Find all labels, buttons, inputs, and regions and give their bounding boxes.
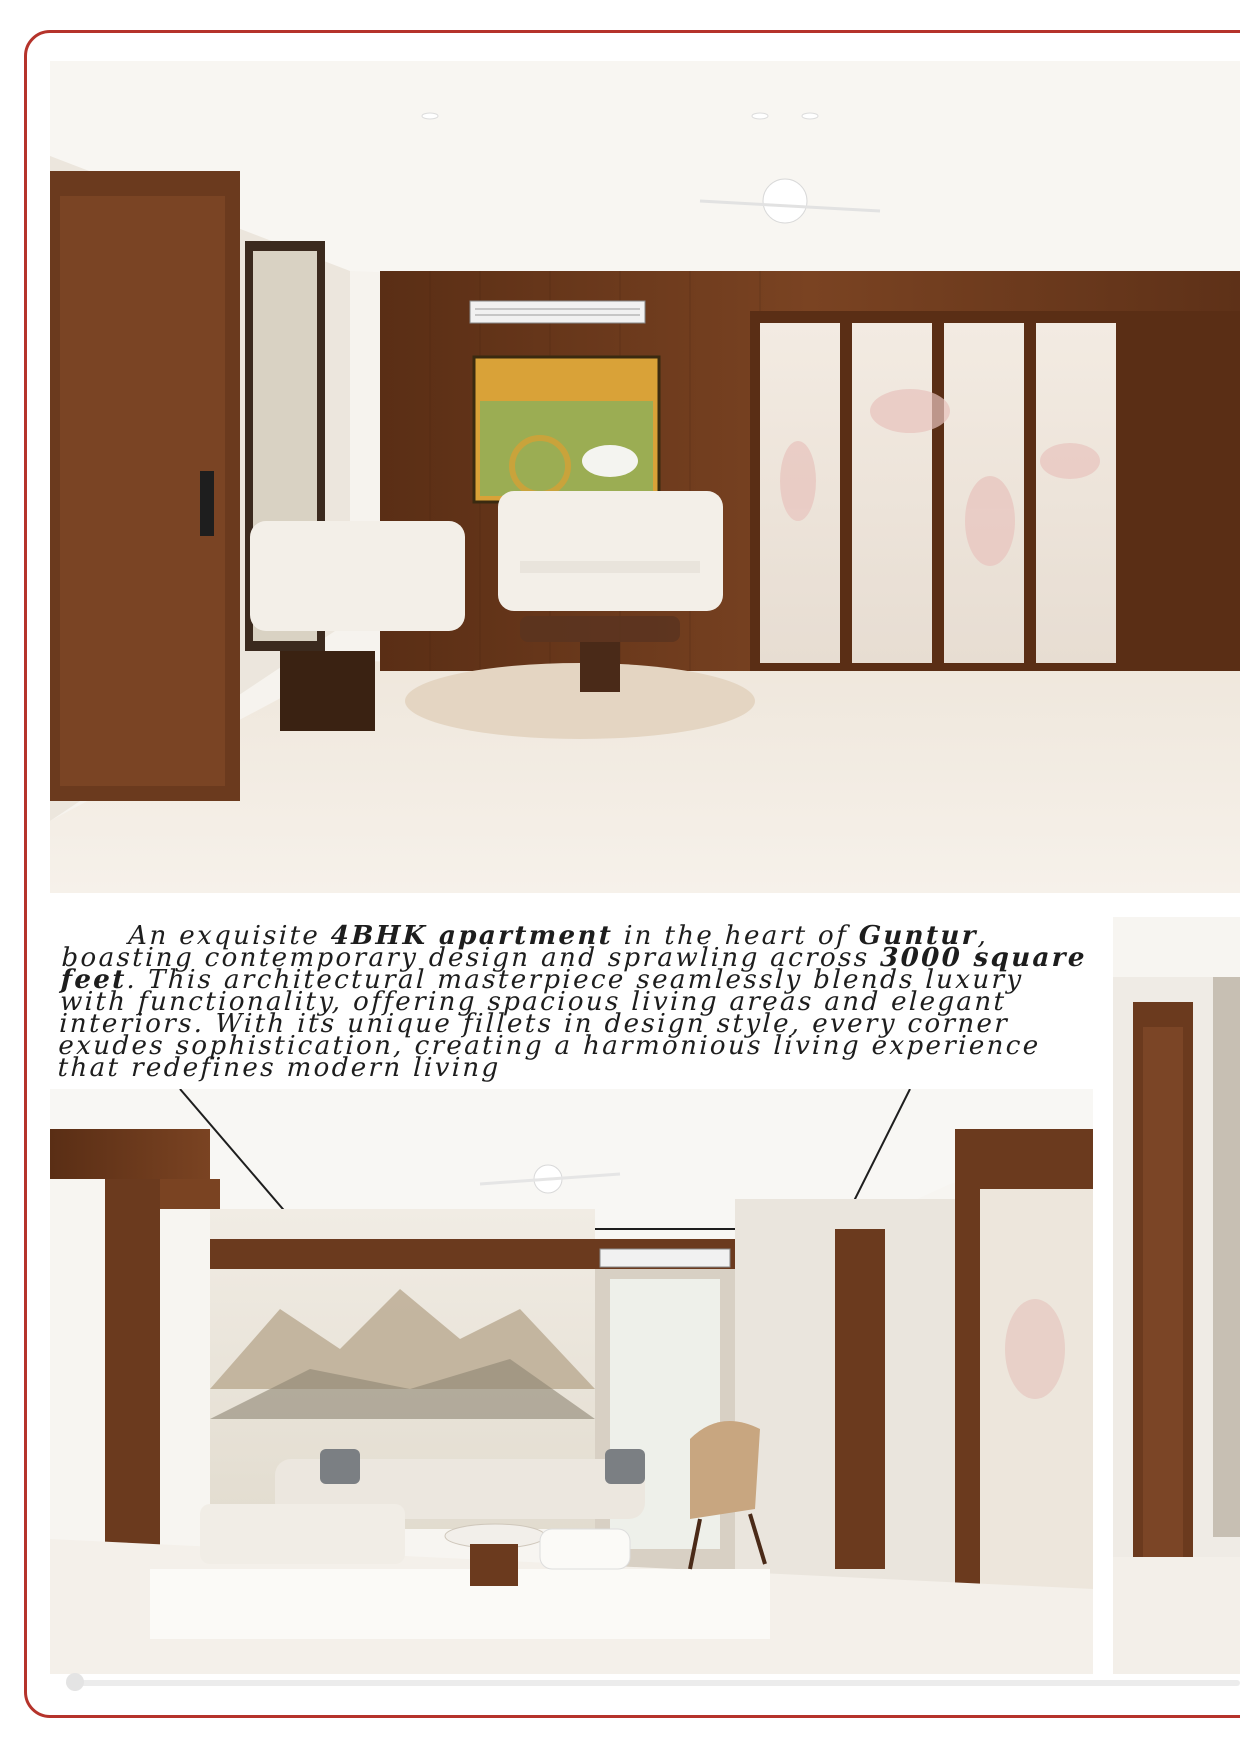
caption-text-3: , boasting contemporary design and sprawling across [61, 921, 990, 973]
caption-text-1: An exquisite [127, 921, 332, 951]
caption-city: Guntur [858, 921, 979, 951]
scroll-track[interactable] [66, 1680, 1240, 1686]
caption-area: 3000 square feet [60, 943, 1088, 995]
lounge-image [50, 1089, 1093, 1674]
project-description [57, 921, 1097, 1083]
caption-text-4: . This architectural masterpiece seamlessly blends luxury with functionality, offering spacious living areas and elegant interiors. With its unique fillets in design style, every corner exudes sophistication, creating a harmonious living experience that redefines modern living [57, 965, 1042, 1083]
corridor-image [1113, 917, 1240, 1674]
caption-text-2: in the heart of [612, 921, 860, 951]
living-room-image [50, 61, 1240, 893]
scroll-thumb[interactable] [66, 1673, 84, 1691]
caption-apartment-type: 4BHK apartment [330, 921, 614, 951]
